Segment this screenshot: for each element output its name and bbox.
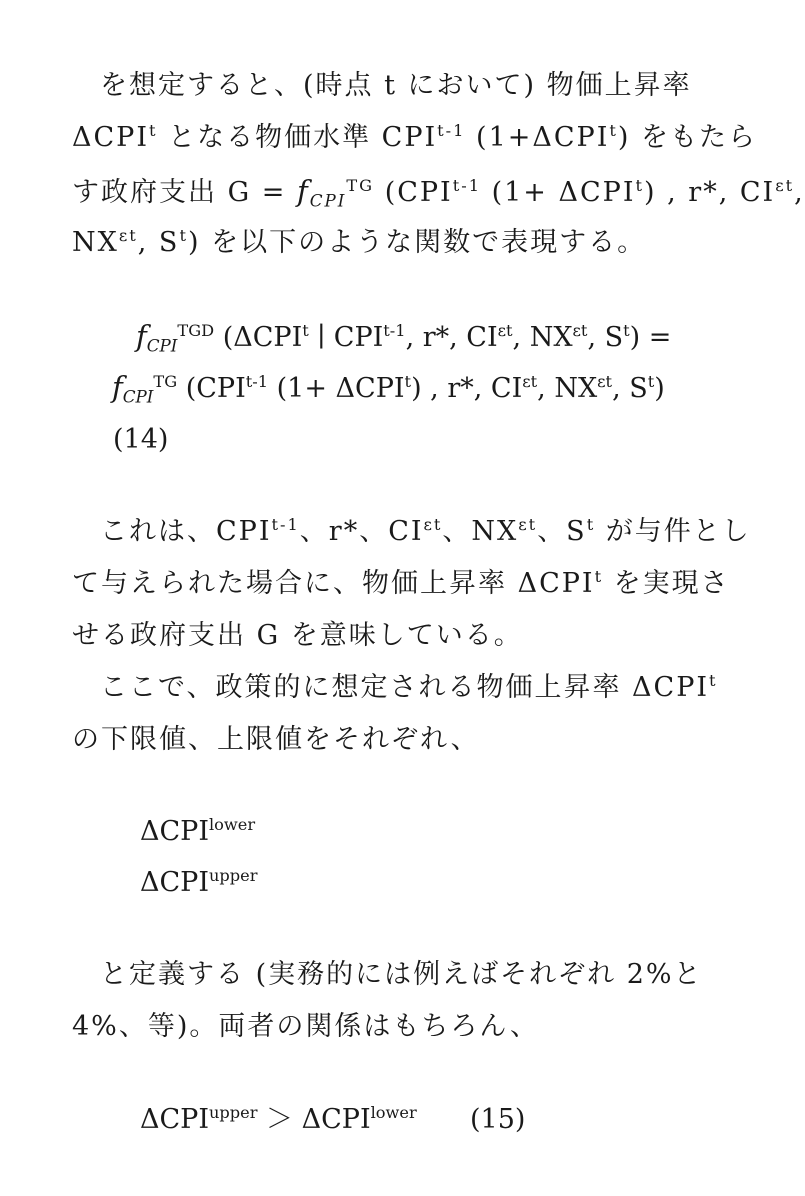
paragraph1-line3: す政府支出 $G = f_{CPI}^{TG}$ (CPI$^{t-1}$ $(1+ \Delta CPI^t)$ , r*, $CI^{\varepsilon t}$, xyxy=(72,174,805,211)
definition-lower: $\Delta CPI^{lower}$ xyxy=(140,814,256,847)
paragraph3-line2: の下限値、上限値をそれぞれ、 xyxy=(72,724,480,755)
equation14-line1: $f_{CPI}^{TGD}$ (ΔCPI$^t$ ∣ CPI$^{t-1}$, r*, $CI^{\varepsilon t}$, $NX^{\varepsilon t}$, $S^t$) = xyxy=(136,319,672,356)
paragraph4-line1: と定義する (実務的には例えばそれぞれ 2%と xyxy=(100,959,703,990)
paragraph1-line1: を想定すると、(時点 t において) 物価上昇率 xyxy=(100,70,692,101)
paragraph4-line2: 4%、等)。両者の関係はもちろん、 xyxy=(72,1011,539,1042)
definition-upper: $\Delta CPI^{upper}$ xyxy=(140,865,258,898)
equation15-number: (15) xyxy=(470,1104,526,1135)
equation15: $\Delta CPI^{upper} > \Delta CPI^{lower}$ xyxy=(140,1102,417,1135)
paragraph3-line1: ここで、政策的に想定される物価上昇率 ΔCPI$^t$ xyxy=(100,670,718,703)
paragraph2-line1: これは、CPI$^{t-1}$、r*、$CI^{\varepsilon t}$、$NX^{\varepsilon t}$、$S^t$ が与件とし xyxy=(100,514,751,547)
equation14-number: (14) xyxy=(113,424,169,455)
paragraph2-line2: て与えられた場合に、物価上昇率 ΔCPI$^t$ を実現さ xyxy=(72,566,730,599)
paragraph2-line3: せる政府支出 G を意味している。 xyxy=(72,620,523,651)
paragraph1-line4: $NX^{\varepsilon t}$, $S^t$) を以下のような関数で表現する。 xyxy=(72,225,647,258)
paragraph1-line2: ΔCPI$^t$ となる物価水準 CPI$^{t-1}$ $(1+\Delta CPI^t)$ をもたら xyxy=(72,120,758,153)
equation14-line2: $f_{CPI}^{TG}$ (CPI$^{t-1}$ $(1+ \Delta CPI^t)$ , r*, $CI^{\varepsilon t}$, $NX^{\varepsilon t}$, $S^t$) xyxy=(112,370,665,407)
